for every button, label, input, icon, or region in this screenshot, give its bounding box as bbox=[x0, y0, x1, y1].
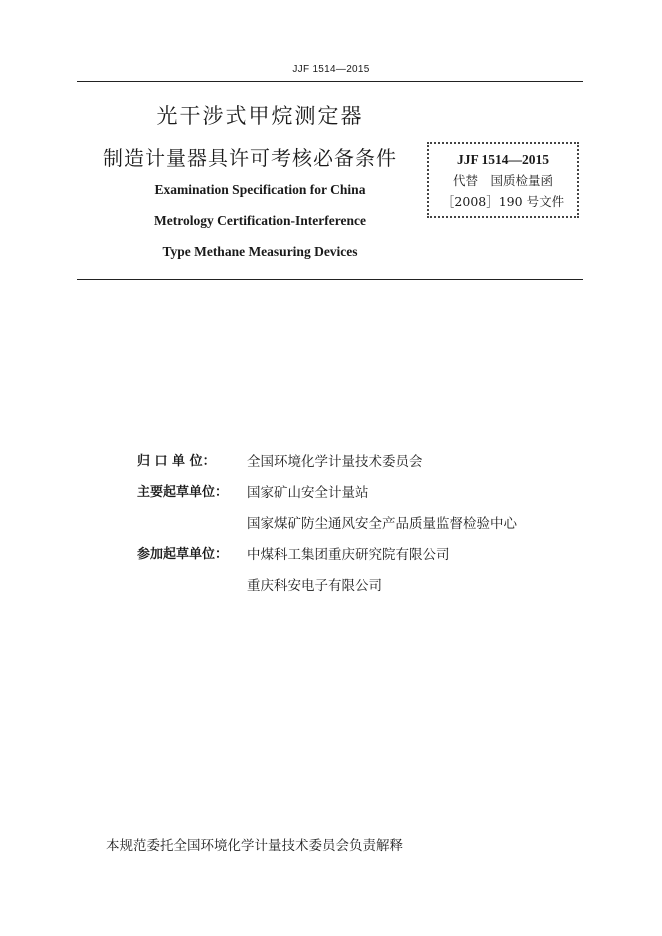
participating-unit-value-2: 重庆科安电子有限公司 bbox=[247, 578, 382, 594]
participating-unit-row bbox=[137, 543, 577, 574]
responsible-unit-row bbox=[137, 450, 577, 481]
title-cn-line2: 制造计量器具许可考核必备条件 bbox=[103, 146, 397, 170]
header-code: JJF 1514—2015 bbox=[292, 64, 370, 75]
drafting-unit-row bbox=[137, 481, 577, 512]
code-box-code: JJF 1514—2015 bbox=[456, 152, 550, 167]
drafting-unit-label: 主要起草单位： bbox=[137, 485, 229, 500]
participating-unit-label: 参加起草单位： bbox=[137, 547, 229, 562]
drafting-unit-value-1: 国家矿山安全计量站 bbox=[247, 485, 369, 501]
title-en-line3: Type Methane Measuring Devices bbox=[162, 244, 358, 259]
footer-note: 本规范委托全国环境化学计量技术委员会负责解释 bbox=[106, 838, 403, 854]
drafting-unit-value-2: 国家煤矿防尘通风安全产品质量监督检验中心 bbox=[247, 516, 517, 532]
code-box-replace-line2: ［2008］190 号文件 bbox=[441, 194, 565, 209]
participating-unit-value-1: 中煤科工集团重庆研究院有限公司 bbox=[247, 547, 450, 563]
responsible-unit-value: 全国环境化学计量技术委员会 bbox=[247, 454, 423, 470]
participating-unit-row-2 bbox=[137, 574, 577, 605]
drafting-unit-row-2 bbox=[137, 512, 577, 543]
bottom-rule bbox=[77, 279, 583, 280]
responsible-unit-label: 归 口 单 位： bbox=[137, 454, 216, 469]
drafting-units bbox=[137, 450, 577, 605]
title-en-line1: Examination Specification for China bbox=[154, 182, 366, 197]
title-en-line2: Metrology Certification-Interference bbox=[153, 213, 367, 228]
top-rule bbox=[77, 81, 583, 82]
code-box-replace-line1: 代替 国质检量函 bbox=[452, 173, 553, 188]
code-box bbox=[427, 142, 579, 218]
title-cn-line1: 光干涉式甲烷测定器 bbox=[156, 104, 364, 128]
